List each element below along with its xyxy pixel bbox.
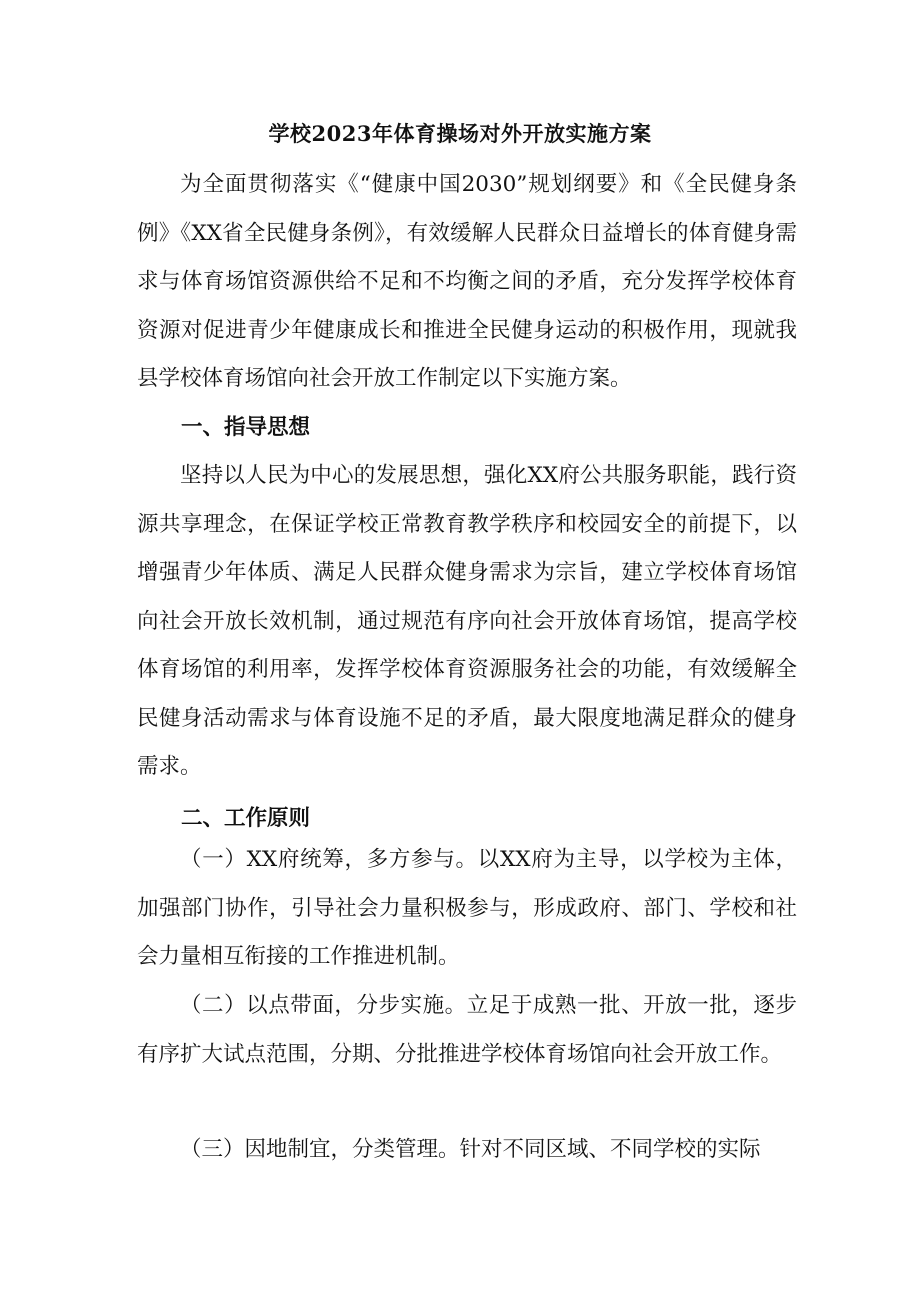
section-2-heading: 二、工作原则 xyxy=(181,806,311,831)
intro-paragraph: 为全面贯彻落实《“健康中国2030”规划纲要》和《全民健身条例》《XX省全民健身条例》，有效缓解人民群众日益增长的体育健身需求与体育场馆资源供给不足和不均衡之间的矛盾，充分发挥学校体育资源对促进青少年健康成长和推进全民健身运动的积极作用，现就我县学校体育场馆向社会开放工作制定以下实施方案。 xyxy=(137,172,797,391)
section-1-heading: 一、指导思想 xyxy=(181,415,311,440)
principle-2-paragraph: （二）以点带面，分步实施。立足于成熟一批、开放一批，逐步有序扩大试点范围，分期、分批推进学校体育场馆向社会开放工作。 xyxy=(137,993,797,1067)
principle-3-paragraph: （三）因地制宜，分类管理。针对不同区域、不同学校的实际 xyxy=(180,1137,761,1162)
section-1-paragraph: 坚持以人民为中心的发展思想，强化XX府公共服务职能，践行资源共享理念，在保证学校正常教育教学秩序和校园安全的前提下，以增强青少年体质、满足人民群众健身需求为宗旨，建立学校体育场馆向社会开放长效机制，通过规范有序向社会开放体育场馆，提高学校体育场馆的利用率，发挥学校体育资源服务社会的功能，有效缓解全民健身活动需求与体育设施不足的矛盾，最大限度地满足群众的健身需求。 xyxy=(137,463,797,779)
principle-1-paragraph: （一）XX府统筹，多方参与。以XX府为主导，以学校为主体，加强部门协作，引导社会力量积极参与，形成政府、部门、学校和社会力量相互衔接的工作推进机制。 xyxy=(137,847,797,969)
document-title: 学校2023年体育操场对外开放实施方案 xyxy=(268,121,652,146)
